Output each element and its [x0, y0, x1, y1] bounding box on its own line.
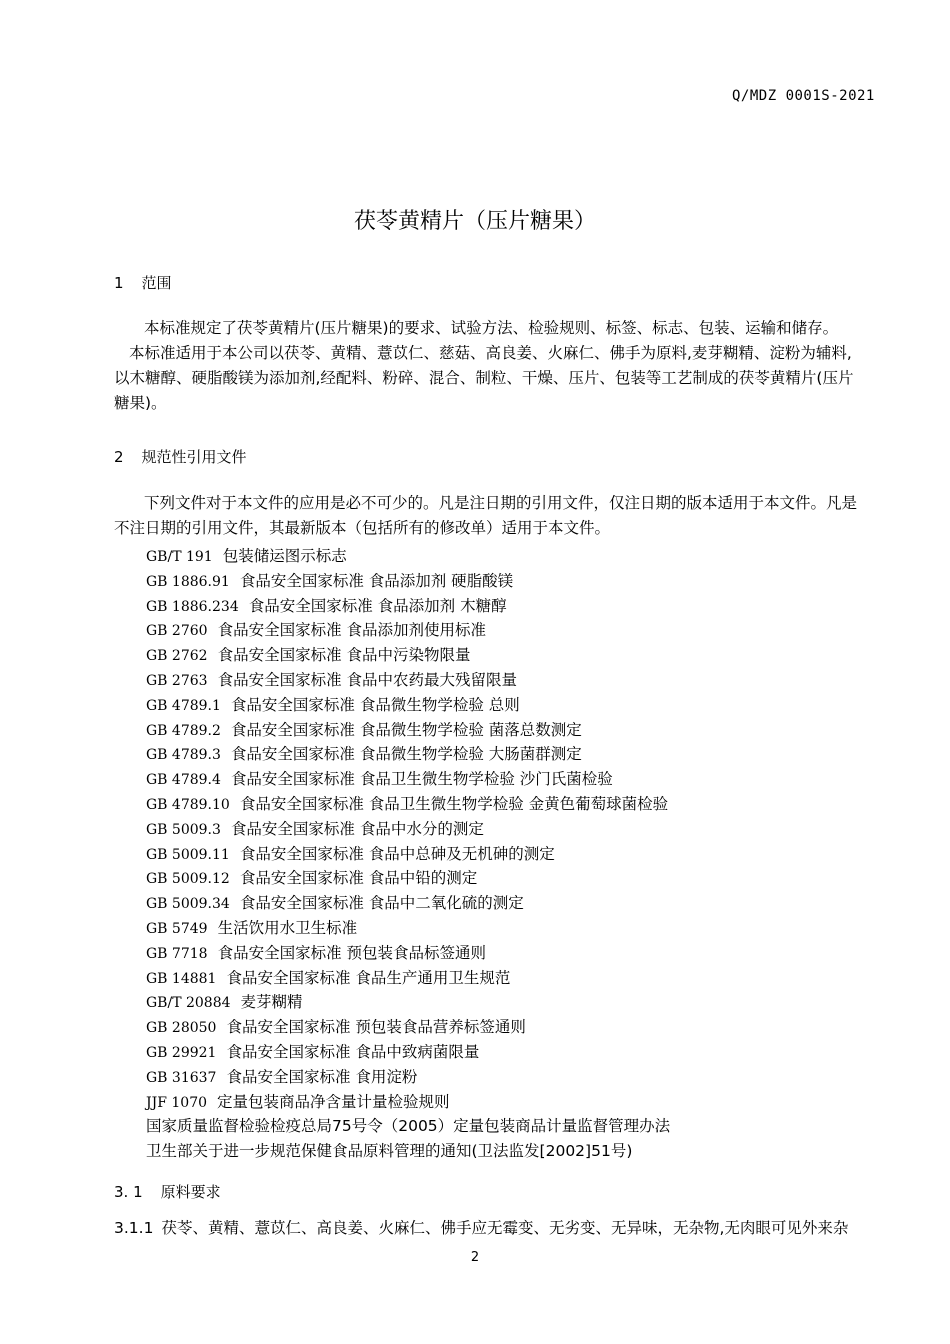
reference-item [146, 792, 668, 814]
reference-item [146, 1090, 450, 1112]
reference-item [146, 594, 507, 616]
reference-extra-2: 卫生部关于进一步规范保健食品原料管理的通知(卫法监发[2002]51号) [146, 1142, 633, 1161]
ref-title: 食品安全国家标准 食用淀粉 [226, 1067, 418, 1086]
ref-title: 定量包装商品净含量计量检验规则 [217, 1092, 450, 1111]
reference-item [146, 891, 524, 913]
ref-code: GB 29921 [146, 1045, 217, 1061]
section-number: 1 [114, 274, 124, 292]
ref-title: 食品安全国家标准 食品微生物学检验 大肠菌群测定 [230, 745, 582, 764]
ref-title: 食品安全国家标准 预包装食品营养标签通则 [226, 1018, 526, 1037]
ref-title: 食品安全国家标准 食品中水分的测定 [230, 819, 484, 838]
ref-code: GB/T 191 [146, 549, 213, 565]
reference-item [146, 941, 486, 963]
ref-title: 食品安全国家标准 食品中铅的测定 [239, 869, 478, 888]
ref-code: GB 5009.3 [146, 821, 221, 838]
ref-title: 食品安全国家标准 食品中污染物限量 [217, 646, 471, 665]
reference-item [146, 643, 471, 665]
reference-item [146, 817, 484, 839]
ref-title: 食品安全国家标准 食品添加剂 硬脂酸镁 [239, 571, 514, 590]
reference-item [146, 544, 347, 566]
section-title: 原料要求 [160, 1183, 221, 1201]
ref-title: 食品安全国家标准 食品生产通用卫生规范 [226, 968, 511, 987]
references-intro [114, 491, 864, 541]
scope-paragraph-1 [114, 316, 864, 341]
reference-item [146, 693, 520, 715]
document-title: 茯苓黄精片（压片糖果） [353, 209, 596, 234]
ref-code: GB 4789.1 [146, 697, 221, 714]
ref-title: 食品安全国家标准 预包装食品标签通则 [217, 943, 486, 962]
section-number: 2 [114, 448, 124, 466]
section-title: 规范性引用文件 [141, 448, 247, 466]
ref-code: GB 5009.11 [146, 846, 230, 863]
scope-paragraph-2 [114, 341, 864, 416]
section-number: 3. 1 [114, 1183, 143, 1201]
section-2-heading [114, 446, 247, 467]
ref-title: 食品安全国家标准 食品中农药最大残留限量 [217, 671, 517, 689]
page-number: 2 [470, 1250, 480, 1265]
reference-item [146, 767, 613, 789]
ref-title: 食品安全国家标准 食品微生物学检验 菌落总数测定 [230, 720, 582, 739]
reference-item [146, 1040, 479, 1062]
document-number: Q/MDZ 0001S-2021 [732, 88, 875, 104]
ref-code: GB 5009.34 [146, 896, 230, 913]
ref-title: 食品安全国家标准 食品卫生微生物学检验 沙门氏菌检验 [230, 770, 613, 789]
clause-3-1-1 [114, 1216, 848, 1238]
ref-code: GB 2763 [146, 673, 208, 689]
ref-title: 生活饮用水卫生标准 [217, 919, 358, 937]
reference-item [146, 866, 477, 888]
reference-item [146, 718, 582, 740]
scope-text-2: 本标准适用于本公司以茯苓、黄精、薏苡仁、慈菇、高良姜、火麻仁、佛手为原料,麦芽糊精、淀粉为辅料,以木糖醇、硬脂酸镁为添加剂,经配料、粉碎、混合、制粒、干燥、压片、包装等工艺制成的茯苓黄精片(压片糖果)。 [114, 344, 854, 412]
ref-code: GB 28050 [146, 1020, 217, 1037]
ref-title: 食品安全国家标准 食品中致病菌限量 [226, 1043, 480, 1061]
ref-code: GB 4789.3 [146, 747, 221, 764]
reference-item [146, 966, 510, 988]
references-intro-text: 下列文件对于本文件的应用是必不可少的。凡是注日期的引用文件，仅注日期的版本适用于本文件。凡是不注日期的引用文件，其最新版本（包括所有的修改单）适用于本文件。 [114, 494, 858, 537]
ref-code: GB 4789.2 [146, 722, 221, 739]
ref-code: GB 7718 [146, 945, 208, 962]
ref-title: 食品安全国家标准 食品中二氧化硫的测定 [239, 894, 524, 913]
ref-title: 食品安全国家标准 食品添加剂使用标准 [217, 621, 486, 640]
ref-code: GB 31637 [146, 1069, 217, 1086]
reference-item [146, 668, 517, 690]
section-3-1-heading [114, 1181, 221, 1202]
reference-item [146, 990, 303, 1012]
ref-code: GB 2760 [146, 623, 208, 640]
reference-item [146, 1065, 417, 1087]
ref-title: 包装储运图示标志 [222, 547, 347, 565]
ref-title: 食品安全国家标准 食品微生物学检验 总则 [230, 695, 520, 714]
clause-text: 茯苓、黄精、薏苡仁、高良姜、火麻仁、佛手应无霉变、无劣变、无异味，无杂物,无肉眼可见外来杂 [161, 1219, 849, 1237]
reference-item [146, 618, 486, 640]
ref-title: 麦芽糊精 [240, 993, 303, 1012]
ref-code: GB 2762 [146, 648, 208, 665]
ref-code: GB 1886.234 [146, 598, 239, 615]
reference-item [146, 742, 582, 764]
section-1-heading [114, 272, 172, 293]
reference-item [146, 842, 555, 864]
reference-item [146, 569, 513, 591]
reference-item [146, 1015, 526, 1037]
ref-title: 食品安全国家标准 食品卫生微生物学检验 金黄色葡萄球菌检验 [239, 795, 669, 813]
reference-extra-1: 国家质量监督检验检疫总局75号令（2005）定量包装商品计量监督管理办法 [146, 1117, 671, 1136]
ref-title: 食品安全国家标准 食品中总砷及无机砷的测定 [239, 844, 555, 863]
ref-code: GB 4789.10 [146, 797, 230, 813]
ref-code: GB 5749 [146, 921, 208, 937]
ref-code: JJF 1070 [146, 1094, 208, 1111]
reference-item [146, 916, 357, 938]
ref-code: GB/T 20884 [146, 995, 231, 1012]
section-title: 范围 [141, 274, 172, 292]
scope-text-1: 本标准规定了茯苓黄精片(压片糖果)的要求、试验方法、检验规则、标签、标志、包装、运输和储存。 [144, 319, 839, 337]
ref-code: GB 5009.12 [146, 871, 230, 888]
ref-code: GB 14881 [146, 970, 217, 987]
ref-code: GB 1886.91 [146, 573, 230, 590]
ref-code: GB 4789.4 [146, 772, 221, 789]
clause-number: 3.1.1 [114, 1219, 154, 1237]
ref-title: 食品安全国家标准 食品添加剂 木糖醇 [248, 596, 507, 615]
